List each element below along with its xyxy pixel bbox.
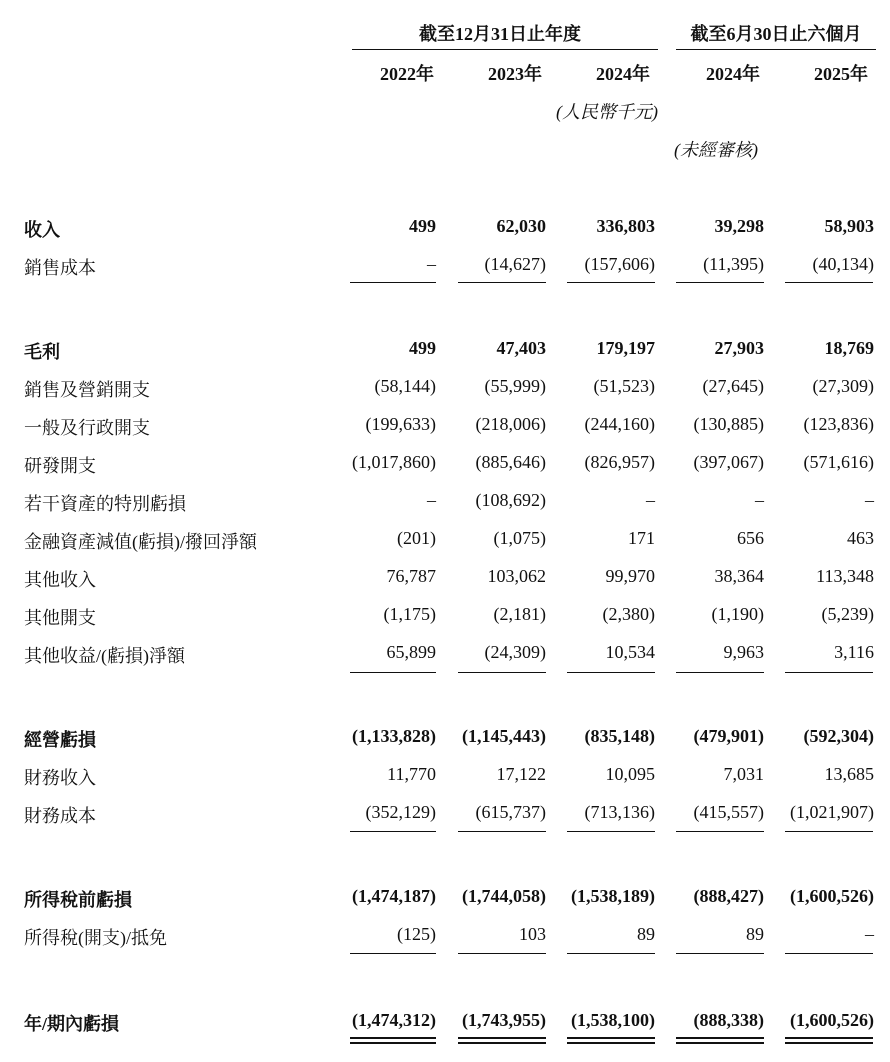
cell-2022: (199,633) <box>365 414 436 434</box>
cell-2024: (1,538,189) <box>571 886 655 906</box>
cell-2022: (1,175) <box>383 604 436 624</box>
cell-2023: (14,627) <box>484 254 546 274</box>
cell-2022: – <box>427 490 436 510</box>
row-financial-asset-impairment <box>0 528 890 552</box>
cell-2024-interim: (130,885) <box>693 414 764 434</box>
cell-2025-interim: 13,685 <box>824 764 874 784</box>
cell-2023: 103 <box>519 924 546 944</box>
cell-2024-interim: (11,395) <box>703 254 764 274</box>
year-2024: 2024年 <box>596 64 650 84</box>
cell-2025-interim: 463 <box>847 528 874 548</box>
row-gross-profit <box>0 338 890 362</box>
total-double-line <box>676 1037 764 1039</box>
cell-2024-interim: (888,427) <box>693 886 764 906</box>
cell-2023: (1,075) <box>493 528 546 548</box>
cell-2025-interim: (1,021,907) <box>790 802 874 822</box>
cell-2023: (1,145,443) <box>462 726 546 746</box>
cell-2023: (55,999) <box>484 376 546 396</box>
cell-2023: (218,006) <box>475 414 546 434</box>
row-label: 毛利 <box>24 342 60 362</box>
cell-2024-interim: (397,067) <box>693 452 764 472</box>
cell-2024-interim: 27,903 <box>714 338 764 358</box>
cell-2025-interim: – <box>865 924 874 944</box>
row-label: 所得稅前虧損 <box>24 890 132 910</box>
cell-2025-interim: – <box>865 490 874 510</box>
cell-2023: (108,692) <box>475 490 546 510</box>
header-group-annual: 截至12月31日止年度 <box>419 24 581 44</box>
cell-2024-interim: 39,298 <box>714 216 764 236</box>
cell-2022: (1,133,828) <box>352 726 436 746</box>
subtotal-line <box>785 953 873 954</box>
row-label: 銷售及營銷開支 <box>24 380 150 400</box>
subtotal-line <box>567 672 655 673</box>
unaudited-note: (未經審核) <box>674 140 758 160</box>
subtotal-line <box>785 282 873 283</box>
cell-2024-interim: (1,190) <box>711 604 764 624</box>
header-group-annual-underline <box>352 49 658 50</box>
header-group-interim-underline <box>676 49 876 50</box>
row-label: 年/期內虧損 <box>24 1014 120 1034</box>
total-double-line <box>350 1037 436 1039</box>
row-label: 所得稅(開支)/抵免 <box>24 928 167 948</box>
subtotal-line <box>567 953 655 954</box>
cell-2024: 89 <box>637 924 655 944</box>
subtotal-line <box>676 831 764 832</box>
row-label: 金融資產減值(虧損)/撥回淨額 <box>24 532 257 552</box>
subtotal-line <box>458 953 546 954</box>
cell-2024: (157,606) <box>584 254 655 274</box>
subtotal-line <box>567 282 655 283</box>
cell-2024: 336,803 <box>596 216 655 236</box>
row-operating-loss <box>0 726 890 750</box>
cell-2022: 76,787 <box>386 566 436 586</box>
total-double-line <box>785 1037 873 1039</box>
row-finance-costs <box>0 802 890 826</box>
row-special-asset-loss <box>0 490 890 514</box>
subtotal-line <box>785 672 873 673</box>
total-double-line <box>676 1042 764 1044</box>
cell-2024-interim: 89 <box>746 924 764 944</box>
row-label: 財務收入 <box>24 768 96 788</box>
cell-2025-interim: (5,239) <box>821 604 874 624</box>
row-label: 其他開支 <box>24 608 96 628</box>
total-double-line <box>785 1042 873 1044</box>
cell-2025-interim: (592,304) <box>803 726 874 746</box>
cell-2022: (58,144) <box>374 376 436 396</box>
cell-2023: 103,062 <box>487 566 546 586</box>
cell-2024-interim: 656 <box>737 528 764 548</box>
cell-2024: 10,534 <box>605 642 655 662</box>
cell-2024: (713,136) <box>584 802 655 822</box>
cell-2023: 47,403 <box>496 338 546 358</box>
total-double-line <box>567 1037 655 1039</box>
cell-2022: (125) <box>397 924 436 944</box>
cell-2024: (826,957) <box>584 452 655 472</box>
cell-2023: (1,743,955) <box>462 1010 546 1030</box>
cell-2024-interim: 9,963 <box>723 642 764 662</box>
cell-2024: (835,148) <box>584 726 655 746</box>
cell-2022: 65,899 <box>386 642 436 662</box>
cell-2024: 10,095 <box>605 764 655 784</box>
cell-2024-interim: (27,645) <box>702 376 764 396</box>
row-loss-for-period <box>0 1010 890 1034</box>
row-label: 銷售成本 <box>24 258 96 278</box>
total-double-line <box>567 1042 655 1044</box>
row-label: 收入 <box>24 220 60 240</box>
cell-2022: (1,474,312) <box>352 1010 436 1030</box>
cell-2023: (1,744,058) <box>462 886 546 906</box>
row-finance-income <box>0 764 890 788</box>
row-loss-before-tax <box>0 886 890 910</box>
cell-2025-interim: 18,769 <box>824 338 874 358</box>
cell-2022: (1,474,187) <box>352 886 436 906</box>
year-2025-interim: 2025年 <box>814 64 868 84</box>
subtotal-line <box>458 831 546 832</box>
cell-2025-interim: (123,836) <box>803 414 874 434</box>
row-selling-expenses <box>0 376 890 400</box>
cell-2022: (1,017,860) <box>352 452 436 472</box>
cell-2024: (51,523) <box>593 376 655 396</box>
cell-2023: (885,646) <box>475 452 546 472</box>
row-label: 財務成本 <box>24 806 96 826</box>
row-income-tax <box>0 924 890 948</box>
subtotal-line <box>350 672 436 673</box>
row-label: 其他收入 <box>24 570 96 590</box>
cell-2022: 11,770 <box>387 764 436 784</box>
cell-2024: (2,380) <box>602 604 655 624</box>
cell-2023: 17,122 <box>496 764 546 784</box>
cell-2022: 499 <box>409 338 436 358</box>
cell-2024-interim: (888,338) <box>693 1010 764 1030</box>
cell-2022: 499 <box>409 216 436 236</box>
subtotal-line <box>350 953 436 954</box>
cell-2025-interim: (1,600,526) <box>790 1010 874 1030</box>
cell-2024: 179,197 <box>596 338 655 358</box>
cell-2022: – <box>427 254 436 274</box>
year-2023: 2023年 <box>488 64 542 84</box>
subtotal-line <box>350 282 436 283</box>
cell-2022: (352,129) <box>365 802 436 822</box>
cell-2025-interim: (1,600,526) <box>790 886 874 906</box>
subtotal-line <box>458 672 546 673</box>
cell-2025-interim: 113,348 <box>816 566 874 586</box>
row-other-expenses <box>0 604 890 628</box>
row-admin-expenses <box>0 414 890 438</box>
cell-2025-interim: 3,116 <box>834 642 874 662</box>
total-double-line <box>458 1042 546 1044</box>
subtotal-line <box>567 831 655 832</box>
cell-2024: – <box>646 490 655 510</box>
cell-2023: (615,737) <box>475 802 546 822</box>
row-label: 一般及行政開支 <box>24 418 150 438</box>
row-revenue <box>0 216 890 240</box>
subtotal-line <box>676 953 764 954</box>
unit-note: (人民幣千元) <box>556 102 658 122</box>
subtotal-line <box>785 831 873 832</box>
year-2024-interim: 2024年 <box>706 64 760 84</box>
cell-2024: 171 <box>628 528 655 548</box>
cell-2023: (24,309) <box>484 642 546 662</box>
header-group-interim: 截至6月30日止六個月 <box>690 24 862 44</box>
subtotal-line <box>458 282 546 283</box>
cell-2025-interim: (40,134) <box>812 254 874 274</box>
cell-2022: (201) <box>397 528 436 548</box>
total-double-line <box>458 1037 546 1039</box>
year-2022: 2022年 <box>380 64 434 84</box>
total-double-line <box>350 1042 436 1044</box>
subtotal-line <box>676 672 764 673</box>
cell-2024-interim: (415,557) <box>693 802 764 822</box>
row-rd-expenses <box>0 452 890 476</box>
cell-2025-interim: (571,616) <box>803 452 874 472</box>
row-label: 若干資產的特別虧損 <box>24 494 186 514</box>
cell-2023: (2,181) <box>493 604 546 624</box>
cell-2025-interim: 58,903 <box>824 216 874 236</box>
cell-2024-interim: 7,031 <box>723 764 764 784</box>
cell-2024: 99,970 <box>605 566 655 586</box>
row-cost-of-sales <box>0 254 890 278</box>
subtotal-line <box>350 831 436 832</box>
cell-2024-interim: 38,364 <box>714 566 764 586</box>
row-label: 經營虧損 <box>24 730 96 750</box>
cell-2023: 62,030 <box>496 216 546 236</box>
row-label: 其他收益/(虧損)淨額 <box>24 646 185 666</box>
row-other-gains-net <box>0 642 890 666</box>
cell-2024-interim: – <box>755 490 764 510</box>
cell-2024-interim: (479,901) <box>693 726 764 746</box>
cell-2025-interim: (27,309) <box>812 376 874 396</box>
row-label: 研發開支 <box>24 456 96 476</box>
row-other-income <box>0 566 890 590</box>
cell-2024: (244,160) <box>584 414 655 434</box>
subtotal-line <box>676 282 764 283</box>
cell-2024: (1,538,100) <box>571 1010 655 1030</box>
